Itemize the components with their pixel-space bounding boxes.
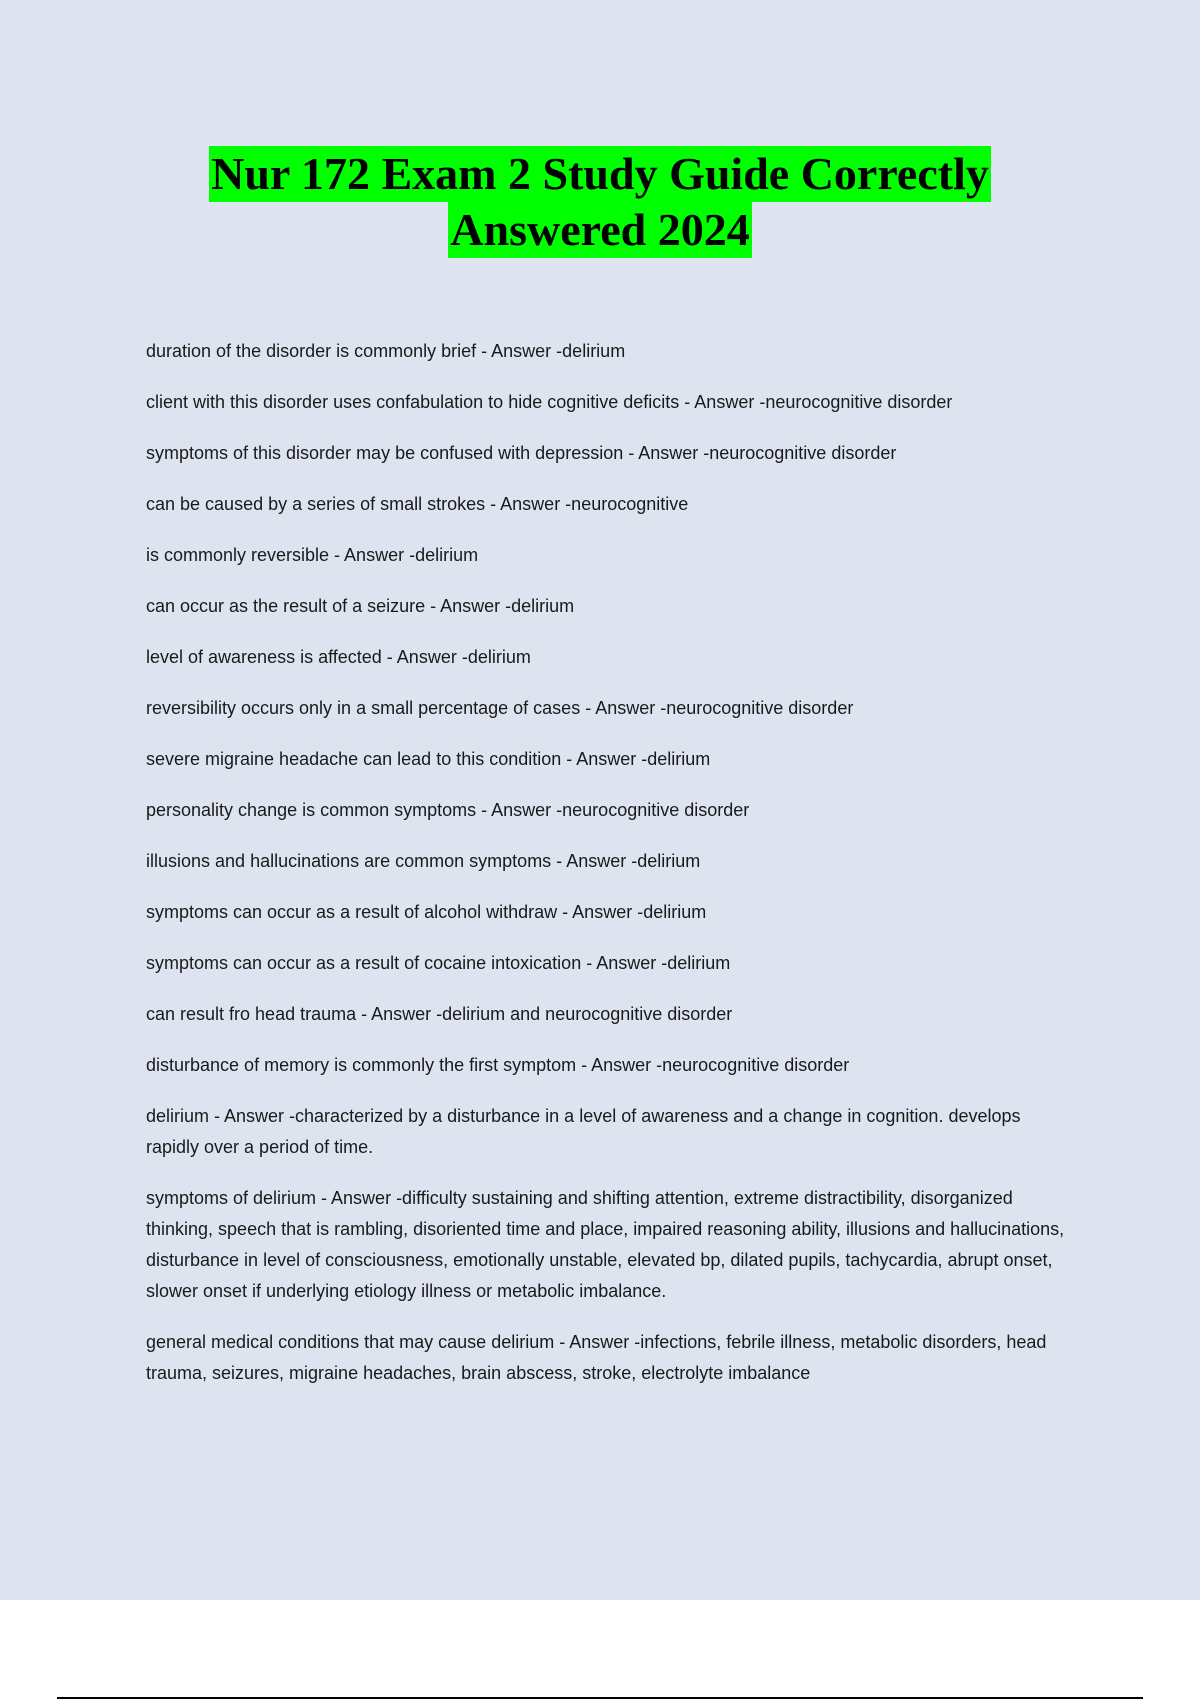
qa-item: symptoms can occur as a result of alcohol withdraw - Answer -delirium	[146, 902, 707, 922]
qa-list	[146, 336, 1076, 1409]
qa-item: symptoms of this disorder may be confused with depression - Answer -neurocognitive disorder	[146, 443, 897, 463]
qa-item: illusions and hallucinations are common symptoms - Answer -delirium	[146, 851, 701, 871]
qa-item: symptoms can occur as a result of cocaine intoxication - Answer -delirium	[146, 953, 731, 973]
qa-item: disturbance of memory is commonly the first symptom - Answer -neurocognitive disorder	[146, 1055, 850, 1075]
qa-item: reversibility occurs only in a small percentage of cases - Answer -neurocognitive disorder	[146, 698, 854, 718]
qa-item: general medical conditions that may cause delirium - Answer -infections, febrile illness, metabolic disorders, head trauma, seizures, migraine headaches, brain abscess, stroke, electrolyte imbalance	[146, 1332, 1047, 1383]
title-line-1: Nur 172 Exam 2 Study Guide Correctly	[209, 146, 991, 202]
qa-item: can occur as the result of a seizure - Answer -delirium	[146, 596, 575, 616]
footer-divider	[57, 1697, 1143, 1699]
qa-item: level of awareness is affected - Answer -delirium	[146, 647, 531, 667]
qa-item: personality change is common symptoms - Answer -neurocognitive disorder	[146, 800, 750, 820]
qa-item: can result fro head trauma - Answer -delirium and neurocognitive disorder	[146, 1004, 733, 1024]
qa-item: can be caused by a series of small strokes - Answer -neurocognitive	[146, 494, 689, 514]
qa-item: delirium - Answer -characterized by a disturbance in a level of awareness and a change in cognition. develops rapidly over a period of time.	[146, 1106, 1021, 1157]
qa-item: severe migraine headache can lead to this condition - Answer -delirium	[146, 749, 711, 769]
qa-item: symptoms of delirium - Answer -difficulty sustaining and shifting attention, extreme distractibility, disorganized thinking, speech that is rambling, disoriented time and place, impaired reasoning ability, illusions and hallucinations, disturbance in level of consciousness, emotionally unstable, elevated bp, dilated pupils, tachycardia, abrupt onset, slower onset if underlying etiology illness or metabolic imbalance.	[146, 1188, 1065, 1301]
document-title	[0, 146, 1200, 258]
title-line-2: Answered 2024	[448, 202, 751, 258]
qa-item: client with this disorder uses confabulation to hide cognitive deficits - Answer -neurocognitive disorder	[146, 392, 953, 412]
qa-item: is commonly reversible - Answer -delirium	[146, 545, 479, 565]
qa-item: duration of the disorder is commonly brief - Answer -delirium	[146, 341, 626, 361]
